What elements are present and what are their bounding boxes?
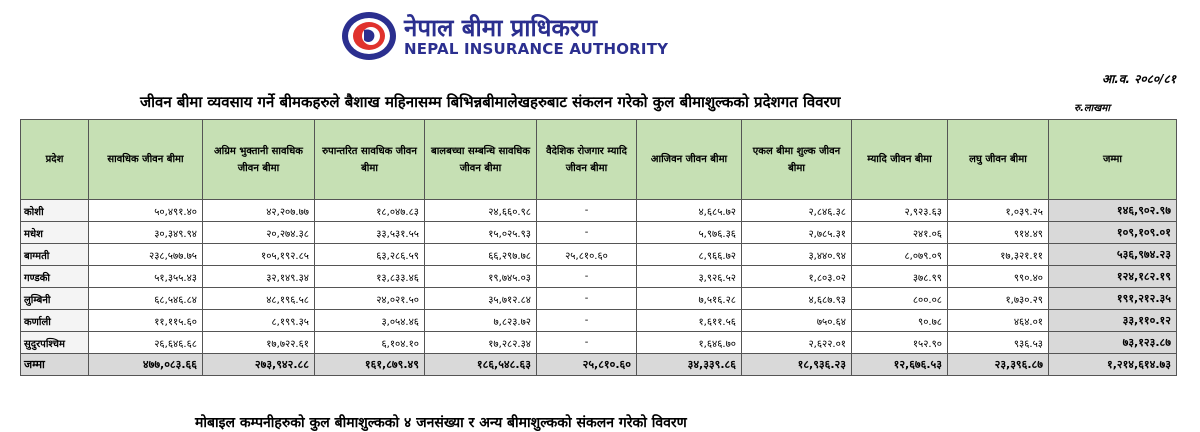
- value-cell: ९०.७८: [852, 310, 948, 332]
- value-cell: २,९२३.६३: [852, 200, 948, 222]
- column-header: बालबच्चा सम्बन्धि सावधिक जीवन बीमा: [425, 120, 537, 200]
- value-cell: -: [537, 222, 637, 244]
- value-cell: १७,७२२.६१: [203, 332, 315, 354]
- premium-table: [20, 119, 1177, 376]
- sum-cell: १८,९३६.२३: [742, 354, 852, 376]
- value-cell: १७,३२१.११: [948, 244, 1049, 266]
- value-cell: ४६४.०१: [948, 310, 1049, 332]
- value-cell: ७,८२३.७२: [425, 310, 537, 332]
- column-header: वैदेशिक रोजगार म्यादि जीवन बीमा: [537, 120, 637, 200]
- value-cell: १०५,१९२.८५: [203, 244, 315, 266]
- value-cell: -: [537, 310, 637, 332]
- value-cell: १५२.९०: [852, 332, 948, 354]
- value-cell: २,८४६.३८: [742, 200, 852, 222]
- sum-cell: १८६,५४८.६३: [425, 354, 537, 376]
- value-cell: २५,८१०.६०: [537, 244, 637, 266]
- unit-label: रु.लाखमा: [1074, 103, 1110, 114]
- org-name-english: NEPAL INSURANCE AUTHORITY: [404, 39, 669, 58]
- value-cell: ७,५१६.२८: [637, 288, 742, 310]
- table-row: [21, 310, 1177, 332]
- value-cell: २,६२२.०१: [742, 332, 852, 354]
- table-row: [21, 244, 1177, 266]
- fiscal-year: आ.व. २०८०/८१: [1101, 72, 1176, 86]
- province-cell: कर्णाली: [21, 310, 89, 332]
- sum-cell: २७३,९४२.८८: [203, 354, 315, 376]
- value-cell: ३३,५३१.५५: [315, 222, 425, 244]
- table-row: [21, 288, 1177, 310]
- value-cell: ६३,२८६.५९: [315, 244, 425, 266]
- footer-note: मोबाइल कम्पनीहरुको कुल बीमाशुल्कको ४ जनसंख्या र अन्य बीमाशुल्कको संकलन गरेको विवरण: [195, 415, 687, 431]
- value-cell: -: [537, 288, 637, 310]
- value-cell: -: [537, 200, 637, 222]
- value-cell: ५,९७६.३६: [637, 222, 742, 244]
- province-cell: कोशी: [21, 200, 89, 222]
- value-cell: १७,२८२.३४: [425, 332, 537, 354]
- nia-logo-icon: [340, 10, 398, 62]
- province-cell: मधेश: [21, 222, 89, 244]
- value-cell: ४,६८५.७२: [637, 200, 742, 222]
- total-cell: १०९,१०९.०१: [1049, 222, 1177, 244]
- table-row: [21, 200, 1177, 222]
- total-cell: १९१,२१२.३५: [1049, 288, 1177, 310]
- value-cell: ४२,२०७.७७: [203, 200, 315, 222]
- value-cell: ४८,१९६.५८: [203, 288, 315, 310]
- value-cell: २४,०२१.५०: [315, 288, 425, 310]
- value-cell: १,६४६.७०: [637, 332, 742, 354]
- value-cell: ३५,७१२.८४: [425, 288, 537, 310]
- value-cell: ७५०.६४: [742, 310, 852, 332]
- value-cell: १,०३९.२५: [948, 200, 1049, 222]
- value-cell: २३८,५७७.७५: [89, 244, 203, 266]
- value-cell: १५,०२५.९३: [425, 222, 537, 244]
- province-cell: बाग्मती: [21, 244, 89, 266]
- total-cell: १२४,१८२.१९: [1049, 266, 1177, 288]
- grand-total-cell: १,२१४,६१४.७३: [1049, 354, 1177, 376]
- column-header: रुपान्तरित सावधिक जीवन बीमा: [315, 120, 425, 200]
- value-cell: २४१.०६: [852, 222, 948, 244]
- column-header: अग्रिम भुक्तानी सावधिक जीवन बीमा: [203, 120, 315, 200]
- province-cell: गण्डकी: [21, 266, 89, 288]
- value-cell: ४,६८७.९३: [742, 288, 852, 310]
- table-header-row: [21, 120, 1177, 200]
- column-header: म्यादि जीवन बीमा: [852, 120, 948, 200]
- value-cell: ३७८.९९: [852, 266, 948, 288]
- value-cell: -: [537, 266, 637, 288]
- total-cell: ५३६,९७४.२३: [1049, 244, 1177, 266]
- table-row: [21, 266, 1177, 288]
- value-cell: १८,०४७.८३: [315, 200, 425, 222]
- sum-cell: १६१,८७९.४९: [315, 354, 425, 376]
- total-cell: १४६,९०२.९७: [1049, 200, 1177, 222]
- value-cell: ८,९६६.७२: [637, 244, 742, 266]
- value-cell: ९९०.४०: [948, 266, 1049, 288]
- value-cell: १,६११.५६: [637, 310, 742, 332]
- value-cell: १,७३०.२९: [948, 288, 1049, 310]
- value-cell: १९,७४५.०३: [425, 266, 537, 288]
- value-cell: ८,०७९.०९: [852, 244, 948, 266]
- value-cell: ३,४४०.९४: [742, 244, 852, 266]
- value-cell: ६६,२९७.७८: [425, 244, 537, 266]
- org-name-nepali: नेपाल बीमा प्राधिकरण: [404, 13, 598, 42]
- value-cell: ९१४.४९: [948, 222, 1049, 244]
- sum-row: [21, 354, 1177, 376]
- province-cell: लुम्बिनी: [21, 288, 89, 310]
- value-cell: २०,२७४.३८: [203, 222, 315, 244]
- column-header: प्रदेश: [21, 120, 89, 200]
- value-cell: ८००.०८: [852, 288, 948, 310]
- value-cell: ३२,१४९.३४: [203, 266, 315, 288]
- value-cell: ६८,५४६.८४: [89, 288, 203, 310]
- sum-cell: ४७७,०८३.६६: [89, 354, 203, 376]
- column-header: आजिवन जीवन बीमा: [637, 120, 742, 200]
- table-row: [21, 222, 1177, 244]
- column-header: जम्मा: [1049, 120, 1177, 200]
- sum-label-cell: जम्मा: [21, 354, 89, 376]
- column-header: लघु जीवन बीमा: [948, 120, 1049, 200]
- value-cell: २६,६४६.६८: [89, 332, 203, 354]
- value-cell: ११,११५.६०: [89, 310, 203, 332]
- value-cell: १,८०३.०२: [742, 266, 852, 288]
- value-cell: ८,१९९.३५: [203, 310, 315, 332]
- province-cell: सुदुरपश्चिम: [21, 332, 89, 354]
- value-cell: ९३६.५३: [948, 332, 1049, 354]
- value-cell: १३,८३३.४६: [315, 266, 425, 288]
- value-cell: ३०,३४९.९४: [89, 222, 203, 244]
- value-cell: ५०,४९१.४०: [89, 200, 203, 222]
- value-cell: २४,६६०.९८: [425, 200, 537, 222]
- value-cell: २,७८५.३१: [742, 222, 852, 244]
- total-cell: ३३,११०.१२: [1049, 310, 1177, 332]
- sum-cell: १२,६७६.५३: [852, 354, 948, 376]
- column-header: एकल बीमा शुल्क जीवन बीमा: [742, 120, 852, 200]
- column-header: सावधिक जीवन बीमा: [89, 120, 203, 200]
- sum-cell: २५,८१०.६०: [537, 354, 637, 376]
- value-cell: ५१,३५५.४३: [89, 266, 203, 288]
- value-cell: ६,१०४.१०: [315, 332, 425, 354]
- page-title: जीवन बीमा व्यवसाय गर्ने बीमकहरुले बैशाख महिनासम्म बिभिन्नबीमालेखहरुबाट संकलन गरेको कुल बीमाशुल्कको प्रदेशगत विवरण: [140, 93, 841, 111]
- sum-cell: ३४,३३९.८६: [637, 354, 742, 376]
- brand: [340, 10, 668, 62]
- value-cell: ३,०५४.४६: [315, 310, 425, 332]
- sum-cell: २३,३९६.८७: [948, 354, 1049, 376]
- total-cell: ७३,१२३.८७: [1049, 332, 1177, 354]
- value-cell: ३,९२६.५२: [637, 266, 742, 288]
- value-cell: -: [537, 332, 637, 354]
- table-row: [21, 332, 1177, 354]
